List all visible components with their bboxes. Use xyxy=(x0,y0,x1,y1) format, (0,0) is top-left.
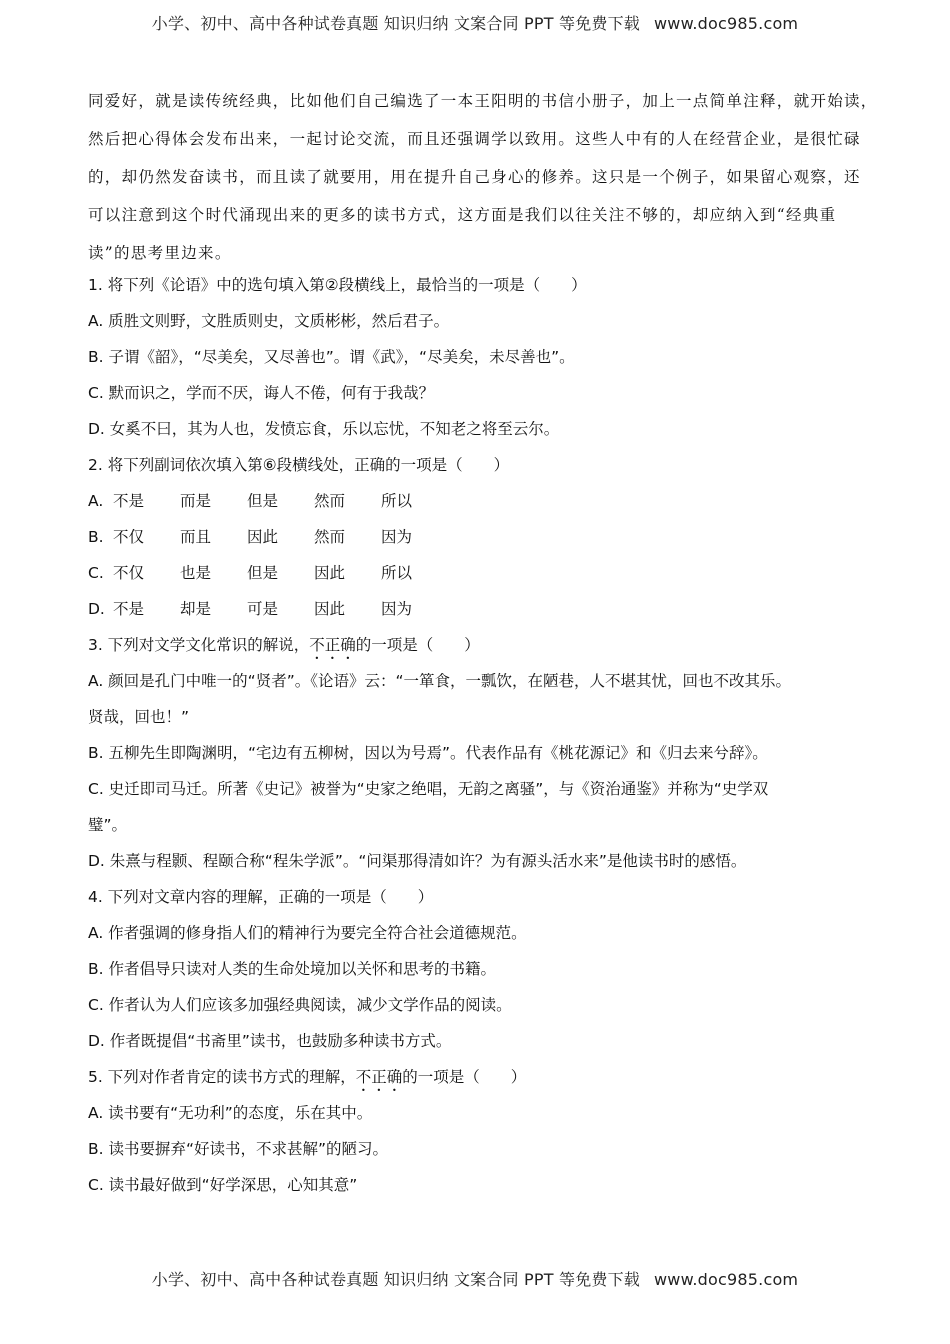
option-word: 因此 xyxy=(313,564,345,582)
question-1-option-a: A. 质胜文则野，文胜质则史，文质彬彬，然后君子。 xyxy=(88,312,450,330)
option-word: 然而 xyxy=(313,528,345,546)
question-3-option-d: D. 朱熹与程颢、程颐合称“程朱学派”。“问渠那得清如许？为有源头活水来”是他读书时的感悟。 xyxy=(88,852,747,870)
stem-text: 5. 下列对作者肯定的读书方式的理解， xyxy=(88,1068,356,1086)
stem-text: 3. 下列对文学文化常识的解说， xyxy=(88,636,310,654)
question-3-option-b: B. 五柳先生即陶渊明，“宅边有五柳树，因以为号焉”。代表作品有《桃花源记》和《归去来兮辞》。 xyxy=(88,744,768,762)
question-3-option-a-cont: 贤哉，回也！” xyxy=(88,708,190,726)
option-word: 但是 xyxy=(246,564,278,582)
option-word: 因此 xyxy=(313,600,345,618)
question-2-option-d xyxy=(88,592,888,628)
question-1-option-c: C. 默而识之，学而不厌，诲人不倦，何有于我哉？ xyxy=(88,384,435,402)
question-2-stem: 2. 将下列副词依次填入第⑥段横线处，正确的一项是（ ） xyxy=(88,456,510,474)
option-word: 因为 xyxy=(380,600,412,618)
question-4-option-b: B. 作者倡导只读对人类的生命处境加以关怀和思考的书籍。 xyxy=(88,960,496,978)
page-footer xyxy=(0,1267,950,1290)
footer-text: 小学、初中、高中各种试卷真题 知识归纳 文案合同 PPT 等免费下载 xyxy=(151,1270,640,1289)
question-4-stem: 4. 下列对文章内容的理解，正确的一项是（ ） xyxy=(88,888,434,906)
passage-line: 然后把心得体会发布出来，一起讨论交流，而且还强调学以致用。这些人中有的人在经营企业，是很忙碌 xyxy=(88,130,861,148)
passage-line: 可以注意到这个时代涌现出来的更多的读书方式，这方面是我们以往关注不够的，却应纳入到“经典重 xyxy=(88,206,837,224)
question-5-option-c: C. 读书最好做到“好学深思，心知其意” xyxy=(88,1176,358,1194)
question-1-stem: 1. 将下列《论语》中的选句填入第②段横线上，最恰当的一项是（ ） xyxy=(88,276,587,294)
question-2-option-c xyxy=(88,556,888,592)
option-word: 不是 xyxy=(112,600,144,618)
passage-line: 的，却仍然发奋读书，而且读了就要用，用在提升自己身心的修养。这只是一个例子，如果留心观察，还 xyxy=(88,168,861,186)
option-label: A. xyxy=(88,492,104,510)
option-word: 而且 xyxy=(179,528,211,546)
question-5-stem xyxy=(88,1060,888,1096)
option-word: 所以 xyxy=(380,492,412,510)
question-1-option-b: B. 子谓《韶》，“尽美矣，又尽善也”。谓《武》，“尽美矣，未尽善也”。 xyxy=(88,348,575,366)
option-label: D. xyxy=(88,600,105,618)
option-word: 然而 xyxy=(313,492,345,510)
question-3-stem xyxy=(88,628,888,664)
page-header xyxy=(0,11,950,34)
passage-line: 同爱好，就是读传统经典，比如他们自己编选了一本王阳明的书信小册子，加上一点简单注释，就开始读， xyxy=(88,92,878,110)
option-word: 不仅 xyxy=(112,564,144,582)
header-site-link[interactable]: www.doc985.com xyxy=(654,14,799,33)
option-word: 也是 xyxy=(179,564,211,582)
emphasis-text: 不正确 xyxy=(355,1068,403,1086)
option-word: 但是 xyxy=(246,492,278,510)
option-word: 可是 xyxy=(246,600,278,618)
option-word: 所以 xyxy=(380,564,412,582)
passage-line: 读”的思考里边来。 xyxy=(88,244,232,262)
emphasis-text: 不正确 xyxy=(309,636,356,654)
option-word: 却是 xyxy=(179,600,211,618)
question-2-option-b xyxy=(88,520,888,556)
option-word: 而是 xyxy=(179,492,211,510)
passage xyxy=(88,86,878,276)
question-1-option-d: D. 女奚不曰，其为人也，发愤忘食，乐以忘忧，不知老之将至云尔。 xyxy=(88,420,560,438)
footer-site-link[interactable]: www.doc985.com xyxy=(654,1270,799,1289)
option-word: 因此 xyxy=(246,528,278,546)
header-text: 小学、初中、高中各种试卷真题 知识归纳 文案合同 PPT 等免费下载 xyxy=(151,14,640,33)
option-word: 不仅 xyxy=(112,528,144,546)
question-5-option-a: A. 读书要有“无功利”的态度，乐在其中。 xyxy=(88,1104,373,1122)
question-3-option-c-cont: 璧”。 xyxy=(88,816,128,834)
question-3-option-a: A. 颜回是孔门中唯一的“贤者”。《论语》云：“一箪食，一瓢饮，在陋巷，人不堪其忧，回也不改其乐。 xyxy=(88,672,792,690)
stem-text: 的一项是（ ） xyxy=(402,1068,527,1086)
question-2-option-a xyxy=(88,484,888,520)
questions xyxy=(88,268,888,1204)
option-word: 不是 xyxy=(112,492,144,510)
question-4-option-a: A. 作者强调的修身指人们的精神行为要完全符合社会道德规范。 xyxy=(88,924,527,942)
question-4-option-c: C. 作者认为人们应该多加强经典阅读，减少文学作品的阅读。 xyxy=(88,996,512,1014)
question-3-option-c: C. 史迁即司马迁。所著《史记》被誉为“史家之绝唱，无韵之离骚”，与《资治通鉴》并称为“史学双 xyxy=(88,780,769,798)
question-5-option-b: B. 读书要摒弃“好读书，不求甚解”的陋习。 xyxy=(88,1140,389,1158)
option-label: C. xyxy=(88,564,104,582)
stem-text: 的一项是（ ） xyxy=(355,636,480,654)
question-4-option-d: D. 作者既提倡“书斋里”读书，也鼓励多种读书方式。 xyxy=(88,1032,452,1050)
option-label: B. xyxy=(88,528,104,546)
option-word: 因为 xyxy=(380,528,412,546)
